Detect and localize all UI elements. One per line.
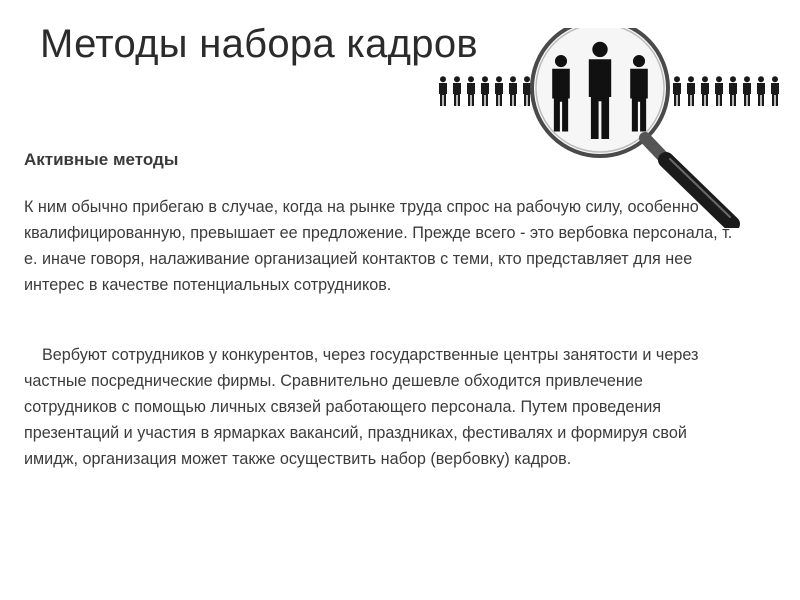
paragraph-active-methods: К ним обычно прибегаю в случае, когда на рынке труда спрос на рабочую силу, особенно квалифицированную, превышает ее предложение. Прежде всего - это вербовка персонала, т. е. иначе говоря, налаживание организацией контактов с теми, кто представляет для нее интерес в качестве потенциальных сотрудников.: [24, 198, 733, 294]
slide-title: Методы набора кадров: [40, 22, 478, 66]
section-heading: Активные методы: [24, 150, 179, 169]
people-row-right: [673, 76, 779, 106]
people-row-left: [439, 76, 531, 106]
paragraph-recruitment-channels: Вербуют сотрудников у конкурентов, через государственные центры занятости и через частные посреднические фирмы. Сравнительно дешевле обходится привлечение сотрудников с помощью личных связей работающего персонала. Путем проведения презентаций и участия в ярмарках вакансий, праздниках, фестивалях и формируя свой имидж, организация может также осуществить набор (вербовку) кадров.: [24, 346, 699, 468]
